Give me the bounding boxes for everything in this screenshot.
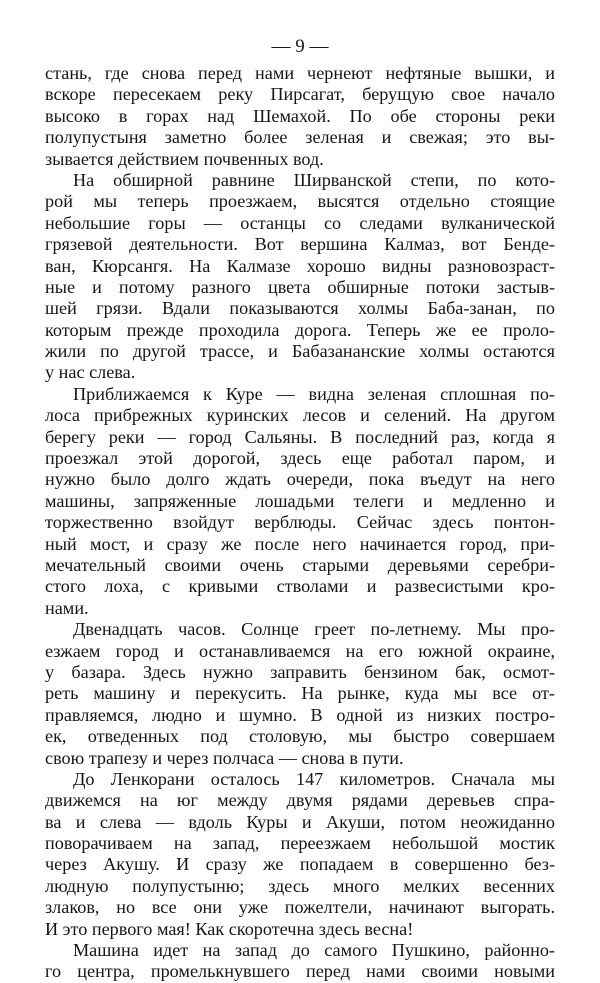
text-line: шей грязи. Вдали показываются холмы Баба-занан, по bbox=[45, 298, 555, 319]
text-line: ный мост, и сразу же после него начинается город, при- bbox=[45, 533, 555, 554]
text-line: мечательный своими очень старыми деревьями серебри- bbox=[45, 554, 555, 575]
text-line: свою трапезу и через полчаса — снова в пути. bbox=[45, 747, 404, 768]
paragraph-first-line: До Ленкорани осталось 147 километров. Сначала мы bbox=[73, 768, 555, 789]
text-line: полупустыня заметно более зеленая и свежая; это вы- bbox=[45, 127, 555, 148]
text-line: нами. bbox=[45, 597, 89, 618]
paragraph-first-line: Машина идет на запад до самого Пушкино, районно- bbox=[73, 940, 555, 961]
body-text bbox=[45, 63, 555, 983]
text-line: вскоре пересекаем реку Пирсагат, берущую свое начало bbox=[45, 84, 555, 105]
text-line: людную полупустыню; здесь много мелких весенних bbox=[45, 875, 555, 896]
text-line: жили по другой трассе, и Бабазананские холмы остаются bbox=[45, 341, 555, 362]
text-line: реть машину и перекусить. На рынке, куда мы все от- bbox=[45, 683, 555, 704]
text-line: движемся на юг между двумя рядами деревьев спра- bbox=[45, 790, 555, 811]
text-line: грязевой деятельности. Вот вершина Калмаз, вот Бенде- bbox=[45, 234, 555, 255]
text-line: проезжал этой дорогой, здесь еще работал паром, и bbox=[45, 448, 555, 469]
text-line: И это первого мая! Как скоротечна здесь весна! bbox=[45, 918, 414, 939]
text-line: правляемся, людно и шумно. В одной из низких постро- bbox=[45, 704, 555, 725]
text-line: торжественно взойдут верблюды. Сейчас здесь понтон- bbox=[45, 512, 555, 533]
paragraph-first-line: Двенадцать часов. Солнце греет по-летнему. Мы про- bbox=[73, 619, 555, 640]
text-line: ные и потому разного цвета обширные потоки застыв- bbox=[45, 276, 555, 297]
page-number: — 9 — bbox=[271, 36, 329, 57]
text-line: ван, Кюрсангя. На Калмазе хорошо видны разновозраст- bbox=[45, 255, 555, 276]
text-line: которым прежде проходила дорога. Теперь же ее проло- bbox=[45, 319, 555, 340]
text-line: злаков, но все они уже пожелтели, начинают выгорать. bbox=[45, 897, 555, 918]
text-line: через Акушу. И сразу же попадаем в совершенно без- bbox=[45, 854, 555, 875]
paragraph-first-line: Приближаемся к Куре — видна зеленая сплошная по- bbox=[73, 383, 555, 404]
text-line: езжаем город и останавливаемся на его южной окраине, bbox=[45, 640, 555, 661]
text-line: рой мы теперь проезжаем, высятся отдельно стоящие bbox=[45, 191, 555, 212]
text-line: лоса прибрежных куринских лесов и селений. На другом bbox=[45, 405, 555, 426]
text-line: стого лоха, с кривыми стволами и развесистыми кро- bbox=[45, 576, 555, 597]
paragraph-first-line: На обширной равнине Ширванской степи, по кото- bbox=[73, 169, 555, 190]
text-line: стань, где снова перед нами чернеют нефтяные вышки, и bbox=[45, 63, 555, 83]
text-line: машины, запряженные лошадьми телеги и медленно и bbox=[45, 490, 555, 511]
text-line: нужно было долго ждать очереди, пока въедут на него bbox=[45, 469, 555, 490]
text-line: небольшие горы — останцы со следами вулканической bbox=[45, 212, 555, 233]
text-line: ек, отведенных под столовую, мы быстро совершаем bbox=[45, 726, 555, 747]
text-line: ва и слева — вдоль Куры и Акуши, потом неожиданно bbox=[45, 811, 555, 832]
text-line: у базара. Здесь нужно заправить бензином бак, осмот- bbox=[45, 661, 555, 682]
text-line: у нас слева. bbox=[45, 362, 136, 383]
text-line: зывается действием почвенных вод. bbox=[45, 148, 324, 169]
text-line: берегу реки — город Сальяны. В последний раз, когда я bbox=[45, 426, 555, 447]
text-line: го центра, промелькнувшего перед нами своими новыми bbox=[45, 961, 555, 982]
text-line: высоко в горах над Шемахой. По обе стороны реки bbox=[45, 105, 555, 126]
text-line: поворачиваем на запад, переезжаем небольшой мостик bbox=[45, 833, 555, 854]
